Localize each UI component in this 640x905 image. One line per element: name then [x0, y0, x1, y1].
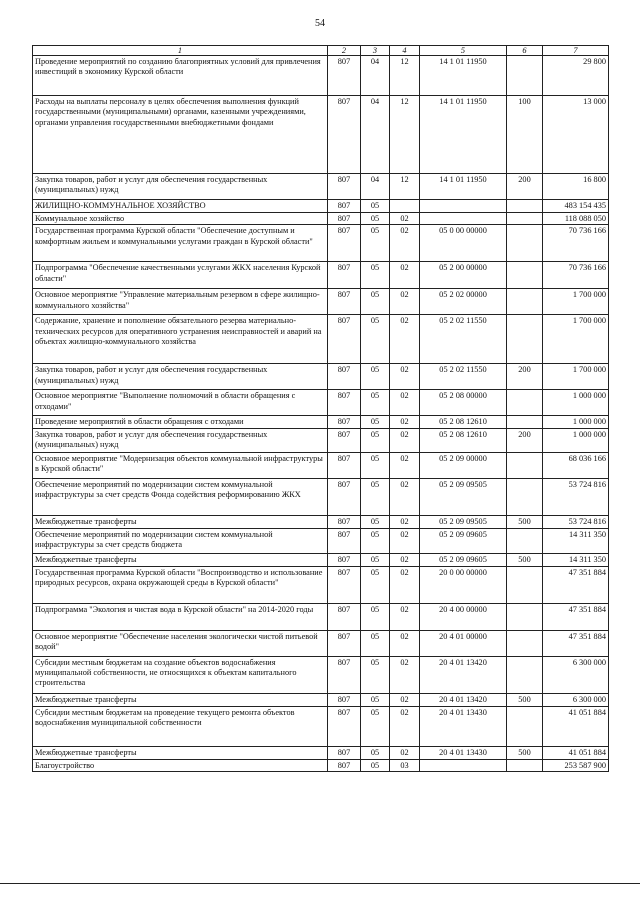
cell-sum: 253 587 900 [543, 759, 609, 771]
cell-sum: 13 000 [543, 96, 609, 174]
cell-ved: 807 [328, 315, 361, 364]
table-body [33, 56, 609, 772]
cell-ved: 807 [328, 213, 361, 225]
cell-ved: 807 [328, 225, 361, 262]
cell-rz: 05 [361, 416, 390, 428]
cell-name: Основное мероприятие "Выполнение полномочий в области обращения с отходами" [33, 390, 328, 416]
cell-pr [390, 200, 420, 213]
cell-pr: 02 [390, 428, 420, 452]
cell-csr [420, 213, 507, 225]
cell-rz: 05 [361, 364, 390, 390]
cell-ved: 807 [328, 478, 361, 515]
cell-name: Закупка товаров, работ и услуг для обеспечения государственных (муниципальных) нужд [33, 364, 328, 390]
cell-name: Межбюджетные трансферты [33, 693, 328, 706]
cell-pr: 02 [390, 553, 420, 566]
table-row [33, 289, 609, 315]
header-col-5: 5 [420, 46, 507, 56]
cell-vr [507, 200, 543, 213]
cell-sum: 53 724 816 [543, 478, 609, 515]
cell-vr [507, 656, 543, 693]
cell-csr: 05 2 00 00000 [420, 262, 507, 289]
cell-rz: 05 [361, 566, 390, 603]
cell-csr: 14 1 01 11950 [420, 96, 507, 174]
cell-vr [507, 528, 543, 553]
cell-ved: 807 [328, 452, 361, 478]
cell-rz: 05 [361, 390, 390, 416]
cell-pr: 12 [390, 56, 420, 96]
cell-vr: 500 [507, 746, 543, 759]
table-row [33, 746, 609, 759]
cell-rz: 05 [361, 262, 390, 289]
cell-vr: 500 [507, 693, 543, 706]
cell-name: Субсидии местным бюджетам на создание объектов водоснабжения муниципальной собственности, не относящихся к объектам капитального строительства [33, 656, 328, 693]
cell-rz: 04 [361, 56, 390, 96]
table-row [33, 416, 609, 428]
cell-pr: 02 [390, 566, 420, 603]
cell-sum: 29 800 [543, 56, 609, 96]
table-row [33, 428, 609, 452]
cell-ved: 807 [328, 56, 361, 96]
cell-vr [507, 706, 543, 746]
table-row [33, 452, 609, 478]
cell-pr: 02 [390, 515, 420, 528]
cell-ved: 807 [328, 416, 361, 428]
cell-sum: 68 036 166 [543, 452, 609, 478]
cell-sum: 1 000 000 [543, 390, 609, 416]
cell-name: Основное мероприятие "Обеспечение населения экологически чистой питьевой водой" [33, 630, 328, 656]
cell-sum: 6 300 000 [543, 693, 609, 706]
cell-pr: 12 [390, 96, 420, 174]
cell-rz: 05 [361, 693, 390, 706]
cell-ved: 807 [328, 566, 361, 603]
cell-ved: 807 [328, 528, 361, 553]
cell-ved: 807 [328, 759, 361, 771]
cell-sum: 41 051 884 [543, 706, 609, 746]
cell-pr: 02 [390, 706, 420, 746]
cell-name: Государственная программа Курской области "Обеспечение доступным и комфортным жильем и коммунальными услугами граждан в Курской области" [33, 225, 328, 262]
table-row [33, 96, 609, 174]
cell-ved: 807 [328, 603, 361, 630]
cell-name: Основное мероприятие "Модернизация объектов коммунальной инфраструктуры в Курской области" [33, 452, 328, 478]
cell-rz: 05 [361, 553, 390, 566]
header-col-1: 1 [33, 46, 328, 56]
header-col-2: 2 [328, 46, 361, 56]
cell-rz: 04 [361, 96, 390, 174]
cell-vr: 500 [507, 553, 543, 566]
cell-sum: 118 088 050 [543, 213, 609, 225]
cell-name: Субсидии местным бюджетам на проведение текущего ремонта объектов водоснабжения муниципальной собственности [33, 706, 328, 746]
cell-rz: 05 [361, 289, 390, 315]
cell-vr [507, 225, 543, 262]
cell-ved: 807 [328, 553, 361, 566]
cell-name: Межбюджетные трансферты [33, 746, 328, 759]
cell-sum: 47 351 884 [543, 603, 609, 630]
cell-name: ЖИЛИЩНО-КОММУНАЛЬНОЕ ХОЗЯЙСТВО [33, 200, 328, 213]
cell-sum: 41 051 884 [543, 746, 609, 759]
cell-pr: 02 [390, 603, 420, 630]
cell-ved: 807 [328, 706, 361, 746]
table-row [33, 515, 609, 528]
cell-sum: 70 736 166 [543, 262, 609, 289]
cell-sum: 14 311 350 [543, 528, 609, 553]
table-row [33, 225, 609, 262]
cell-name: Содержание, хранение и пополнение обязательного резерва материально-технических ресурсов для оперативного устранения неисправностей и аварий на объектах жилищно-коммунального хозяйства [33, 315, 328, 364]
cell-csr: 14 1 01 11950 [420, 56, 507, 96]
cell-name: Закупка товаров, работ и услуг для обеспечения государственных (муниципальных) нужд [33, 174, 328, 200]
cell-vr: 500 [507, 515, 543, 528]
cell-pr: 02 [390, 416, 420, 428]
cell-ved: 807 [328, 364, 361, 390]
table-row [33, 478, 609, 515]
cell-pr: 02 [390, 656, 420, 693]
cell-rz: 05 [361, 315, 390, 364]
cell-name: Обеспечение мероприятий по модернизации систем коммунальной инфраструктуры за счет средств бюджета [33, 528, 328, 553]
cell-pr: 03 [390, 759, 420, 771]
cell-csr: 05 0 00 00000 [420, 225, 507, 262]
cell-sum: 47 351 884 [543, 566, 609, 603]
cell-csr: 14 1 01 11950 [420, 174, 507, 200]
cell-vr [507, 630, 543, 656]
cell-name: Межбюджетные трансферты [33, 515, 328, 528]
cell-csr: 05 2 09 00000 [420, 452, 507, 478]
cell-name: Коммунальное хозяйство [33, 213, 328, 225]
cell-vr [507, 478, 543, 515]
cell-vr: 200 [507, 364, 543, 390]
cell-pr: 02 [390, 390, 420, 416]
cell-rz: 05 [361, 656, 390, 693]
header-col-3: 3 [361, 46, 390, 56]
cell-csr: 05 2 09 09605 [420, 528, 507, 553]
cell-rz: 05 [361, 515, 390, 528]
cell-sum: 1 700 000 [543, 289, 609, 315]
page-number: 54 [315, 18, 325, 29]
cell-pr: 02 [390, 452, 420, 478]
cell-csr: 20 4 01 13420 [420, 693, 507, 706]
cell-sum: 1 700 000 [543, 364, 609, 390]
cell-rz: 05 [361, 746, 390, 759]
cell-vr [507, 289, 543, 315]
table-row [33, 656, 609, 693]
cell-pr: 02 [390, 364, 420, 390]
cell-sum: 16 800 [543, 174, 609, 200]
cell-ved: 807 [328, 515, 361, 528]
cell-csr [420, 200, 507, 213]
table-row [33, 262, 609, 289]
cell-pr: 02 [390, 528, 420, 553]
cell-name: Подпрограмма "Обеспечение качественными услугами ЖКХ населения Курской области" [33, 262, 328, 289]
cell-csr: 05 2 08 12610 [420, 428, 507, 452]
header-col-4: 4 [390, 46, 420, 56]
cell-ved: 807 [328, 746, 361, 759]
table-row [33, 528, 609, 553]
cell-pr: 02 [390, 225, 420, 262]
cell-name: Благоустройство [33, 759, 328, 771]
cell-csr: 05 2 09 09605 [420, 553, 507, 566]
cell-csr: 20 4 01 13420 [420, 656, 507, 693]
cell-rz: 05 [361, 478, 390, 515]
cell-csr: 20 4 01 13430 [420, 746, 507, 759]
cell-name: Обеспечение мероприятий по модернизации систем коммунальной инфраструктуры за счет средств Фонда содействия реформированию ЖКХ [33, 478, 328, 515]
cell-rz: 05 [361, 603, 390, 630]
table-row [33, 603, 609, 630]
cell-pr: 02 [390, 478, 420, 515]
cell-pr: 02 [390, 693, 420, 706]
page-bottom-rule [0, 883, 640, 884]
cell-ved: 807 [328, 174, 361, 200]
table-row [33, 200, 609, 213]
cell-vr: 200 [507, 428, 543, 452]
cell-ved: 807 [328, 96, 361, 174]
cell-rz: 05 [361, 225, 390, 262]
table-row [33, 56, 609, 96]
cell-ved: 807 [328, 428, 361, 452]
cell-ved: 807 [328, 390, 361, 416]
cell-rz: 05 [361, 452, 390, 478]
cell-sum: 70 736 166 [543, 225, 609, 262]
cell-name: Государственная программа Курской области "Воспроизводство и использование природных ресурсов, охрана окружающей среды в Курской области" [33, 566, 328, 603]
cell-sum: 53 724 816 [543, 515, 609, 528]
table-row [33, 693, 609, 706]
cell-ved: 807 [328, 200, 361, 213]
cell-csr: 20 4 01 00000 [420, 630, 507, 656]
cell-csr: 20 0 00 00000 [420, 566, 507, 603]
cell-csr [420, 759, 507, 771]
cell-sum: 483 154 435 [543, 200, 609, 213]
table-row [33, 630, 609, 656]
table-row [33, 390, 609, 416]
cell-pr: 02 [390, 262, 420, 289]
cell-pr: 02 [390, 315, 420, 364]
cell-vr [507, 759, 543, 771]
cell-ved: 807 [328, 262, 361, 289]
cell-ved: 807 [328, 630, 361, 656]
cell-vr [507, 566, 543, 603]
cell-vr: 100 [507, 96, 543, 174]
cell-vr [507, 56, 543, 96]
cell-rz: 05 [361, 528, 390, 553]
cell-sum: 1 000 000 [543, 416, 609, 428]
cell-rz: 05 [361, 706, 390, 746]
cell-vr [507, 390, 543, 416]
cell-name: Основное мероприятие "Управление материальным резервом в сфере жилищно-коммунального хозяйства" [33, 289, 328, 315]
header-col-7: 7 [543, 46, 609, 56]
cell-csr: 05 2 02 00000 [420, 289, 507, 315]
cell-ved: 807 [328, 693, 361, 706]
cell-ved: 807 [328, 656, 361, 693]
cell-csr: 20 4 00 00000 [420, 603, 507, 630]
cell-csr: 05 2 08 00000 [420, 390, 507, 416]
cell-rz: 04 [361, 174, 390, 200]
cell-csr: 05 2 02 11550 [420, 315, 507, 364]
cell-pr: 02 [390, 213, 420, 225]
cell-csr: 05 2 09 09505 [420, 515, 507, 528]
cell-pr: 02 [390, 630, 420, 656]
cell-ved: 807 [328, 289, 361, 315]
cell-pr: 12 [390, 174, 420, 200]
cell-vr: 200 [507, 174, 543, 200]
cell-sum: 47 351 884 [543, 630, 609, 656]
budget-table [32, 45, 609, 772]
cell-csr: 05 2 08 12610 [420, 416, 507, 428]
table-row [33, 706, 609, 746]
cell-sum: 1 700 000 [543, 315, 609, 364]
cell-sum: 14 311 350 [543, 553, 609, 566]
cell-name: Подпрограмма "Экология и чистая вода в Курской области" на 2014-2020 годы [33, 603, 328, 630]
table-row [33, 315, 609, 364]
header-col-6: 6 [507, 46, 543, 56]
cell-rz: 05 [361, 213, 390, 225]
cell-name: Проведение мероприятий в области обращения с отходами [33, 416, 328, 428]
cell-csr: 05 2 09 09505 [420, 478, 507, 515]
cell-vr [507, 315, 543, 364]
cell-name: Проведение мероприятий по созданию благоприятных условий для привлечения инвестиций в экономику Курской области [33, 56, 328, 96]
table-header-row [33, 46, 609, 56]
cell-vr [507, 452, 543, 478]
table-row [33, 213, 609, 225]
table-row [33, 566, 609, 603]
cell-csr: 20 4 01 13430 [420, 706, 507, 746]
cell-sum: 1 000 000 [543, 428, 609, 452]
cell-vr [507, 262, 543, 289]
cell-name: Закупка товаров, работ и услуг для обеспечения государственных (муниципальных) нужд [33, 428, 328, 452]
cell-name: Межбюджетные трансферты [33, 553, 328, 566]
cell-vr [507, 213, 543, 225]
cell-vr [507, 416, 543, 428]
cell-rz: 05 [361, 630, 390, 656]
cell-rz: 05 [361, 200, 390, 213]
cell-pr: 02 [390, 289, 420, 315]
cell-rz: 05 [361, 759, 390, 771]
cell-name: Расходы на выплаты персоналу в целях обеспечения выполнения функций государственными (муниципальными) органами, казенными учреждениями, органами управления государственными внебюджетными фондами [33, 96, 328, 174]
cell-pr: 02 [390, 746, 420, 759]
table-row [33, 759, 609, 771]
cell-vr [507, 603, 543, 630]
table-row [33, 364, 609, 390]
table-row [33, 174, 609, 200]
cell-csr: 05 2 02 11550 [420, 364, 507, 390]
cell-sum: 6 300 000 [543, 656, 609, 693]
cell-rz: 05 [361, 428, 390, 452]
table-row [33, 553, 609, 566]
